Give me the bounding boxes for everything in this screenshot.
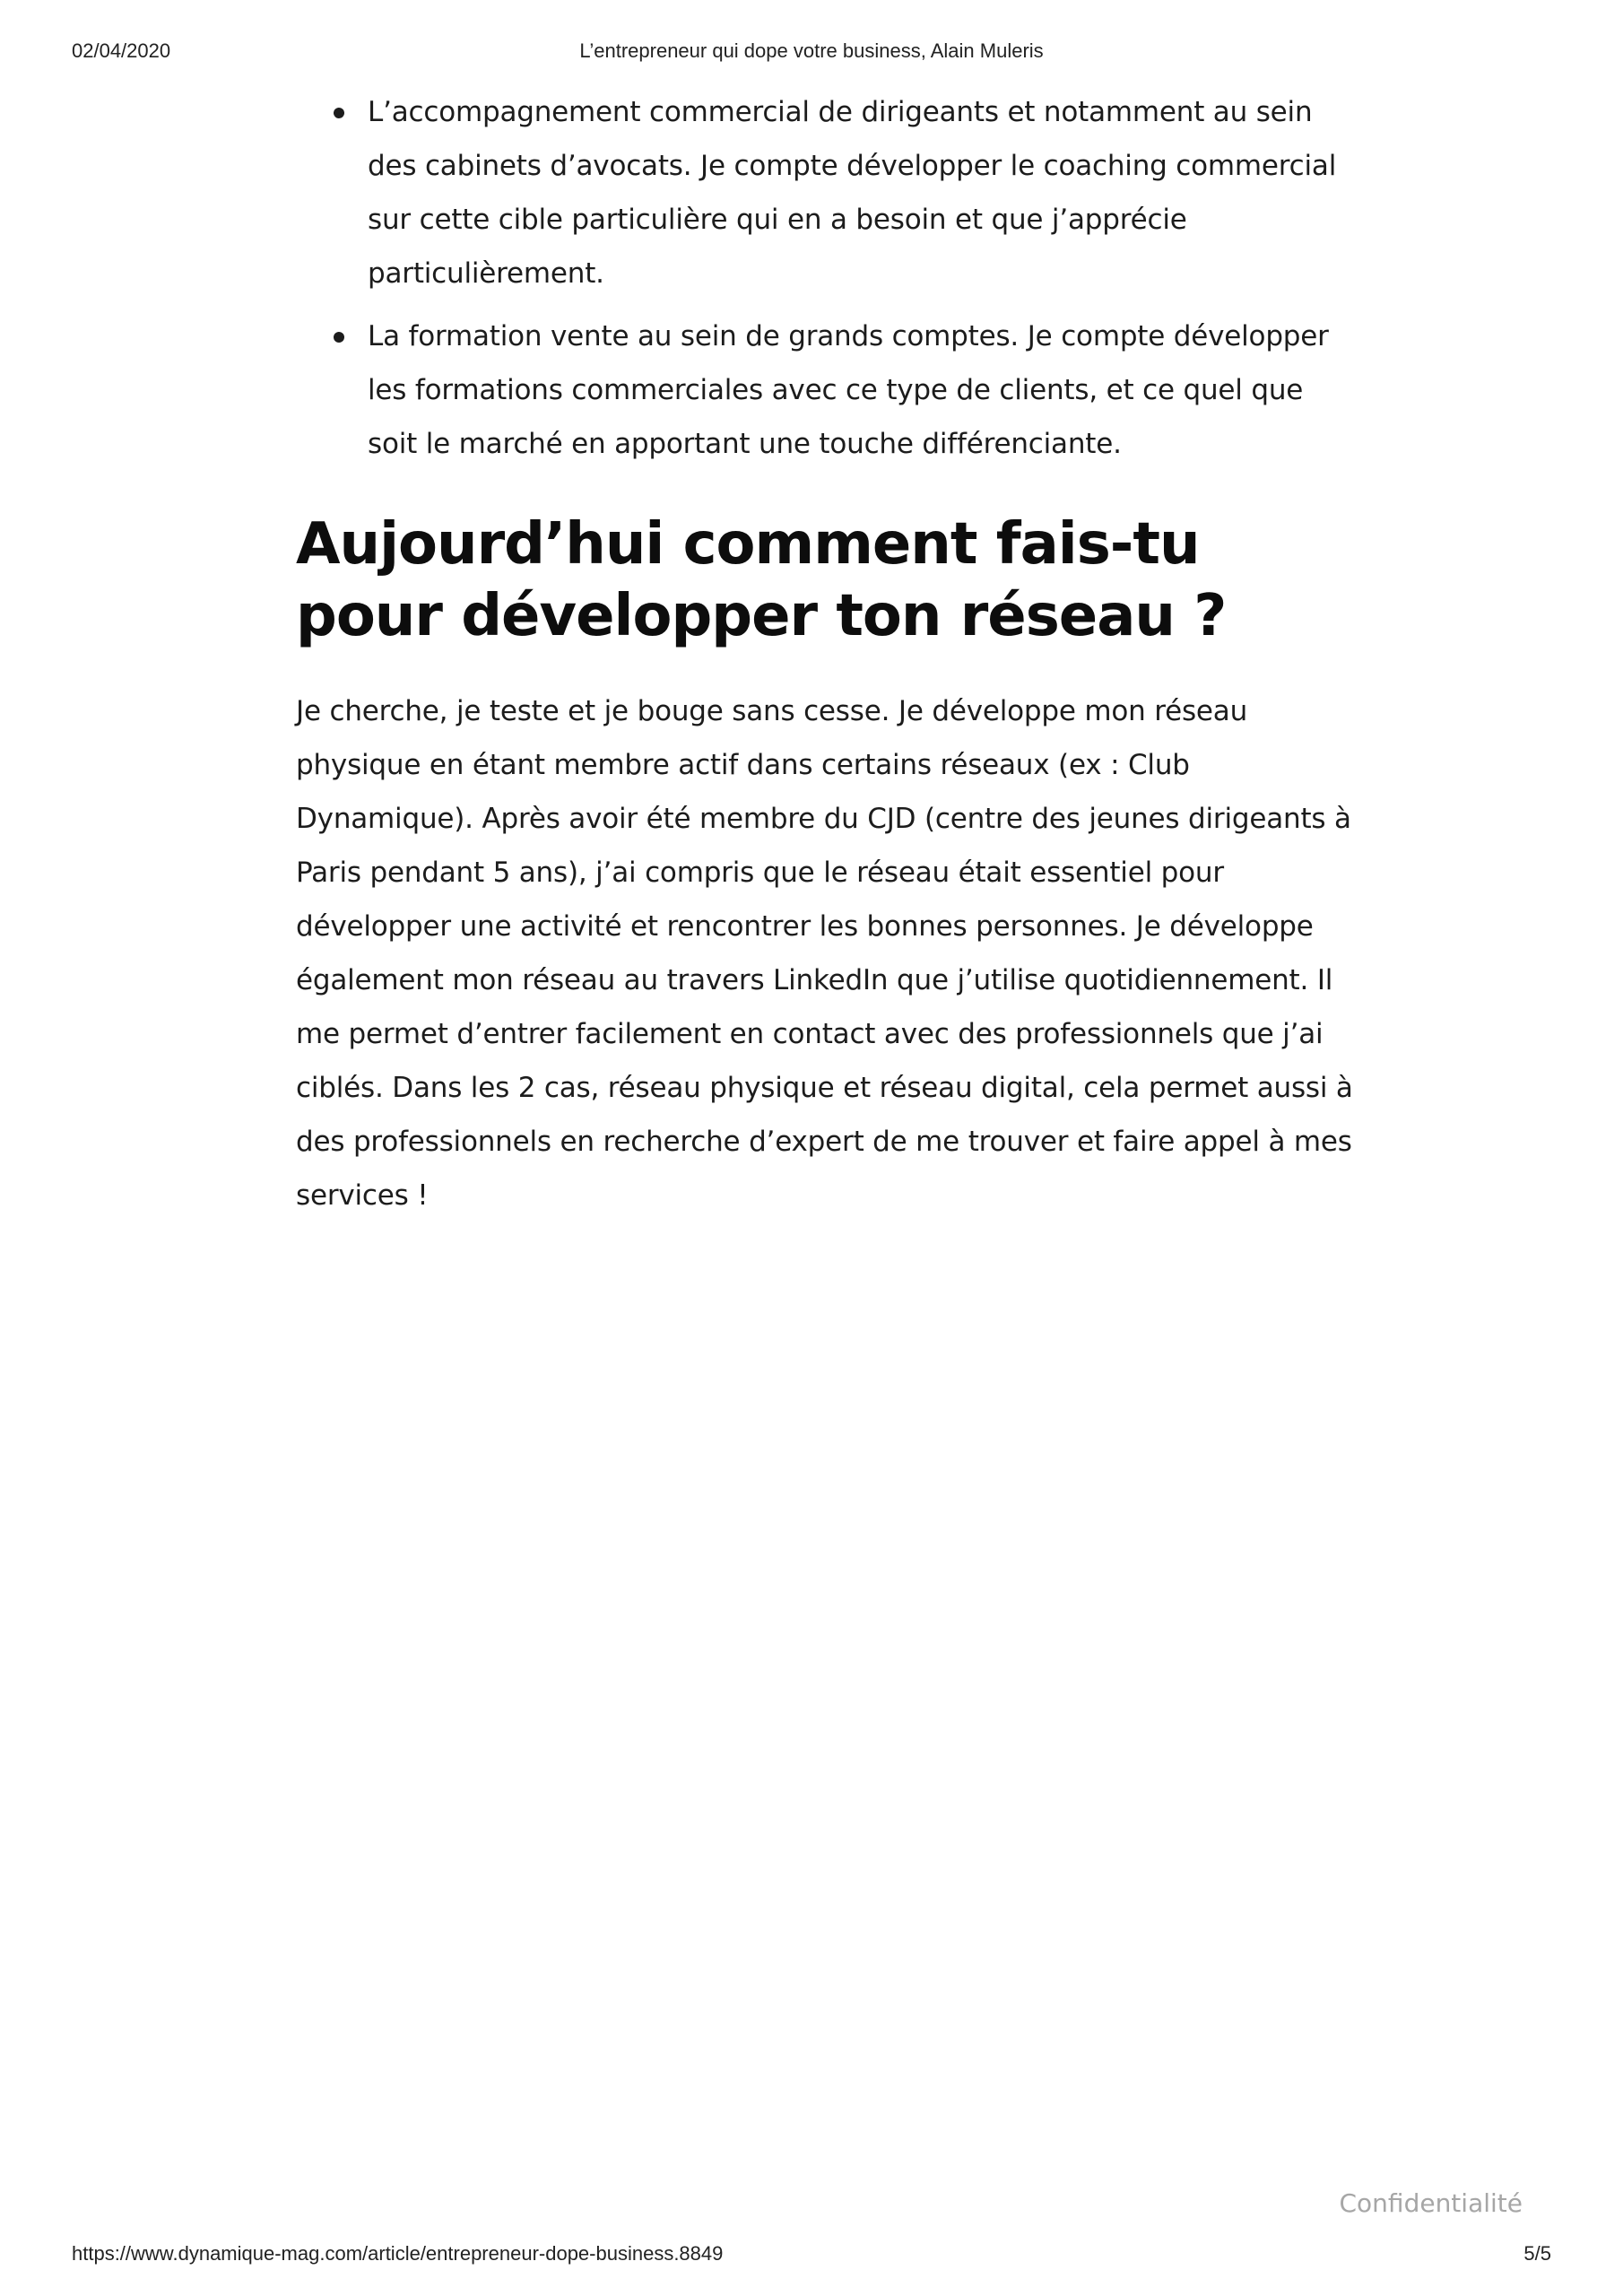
list-item: [296, 309, 1354, 471]
bullet-list: [296, 85, 1354, 471]
page-number: 5/5: [1523, 2242, 1551, 2265]
list-item-text: La formation vente au sein de grands comptes. Je compte développer les formations commerciales avec ce type de clients, et ce quel que soit le marché en apportant une touche différenciante.: [368, 320, 1329, 460]
list-item: [296, 85, 1354, 300]
article-body: [296, 85, 1354, 1222]
print-header: [72, 39, 1551, 66]
section-heading: Aujourd’hui comment fais-tu pour développer ton réseau ?: [296, 511, 1227, 649]
print-date: 02/04/2020: [72, 39, 171, 62]
document-title: L’entrepreneur qui dope votre business, Alain Muleris: [579, 39, 1044, 62]
print-footer: [72, 2242, 1551, 2269]
privacy-link[interactable]: Confidentialité: [1339, 2188, 1523, 2218]
page-url: https://www.dynamique-mag.com/article/entrepreneur-dope-business.8849: [72, 2242, 724, 2265]
bullet-icon: [334, 332, 344, 343]
bullet-icon: [334, 108, 344, 118]
body-paragraph: Je cherche, je teste et je bouge sans cesse. Je développe mon réseau physique en étant membre actif dans certains réseaux (ex : Club Dynamique). Après avoir été membre du CJD (centre des jeunes dirigeants à Paris pendant 5 ans), j’ai compris que le réseau était essentiel pour développer une activité et rencontrer les bonnes personnes. Je développe également mon réseau au travers LinkedIn que j’utilise quotidiennement. Il me permet d’entrer facilement en contact avec des professionnels que j’ai ciblés. Dans les 2 cas, réseau physique et réseau digital, cela permet aussi à des professionnels en recherche d’expert de me trouver et faire appel à mes services !: [296, 695, 1353, 1212]
list-item-text: L’accompagnement commercial de dirigeants et notamment au sein des cabinets d’avocats. Je compte développer le coaching commercial sur cette cible particulière qui en a besoin et que j’apprécie particulièrement.: [368, 96, 1337, 290]
